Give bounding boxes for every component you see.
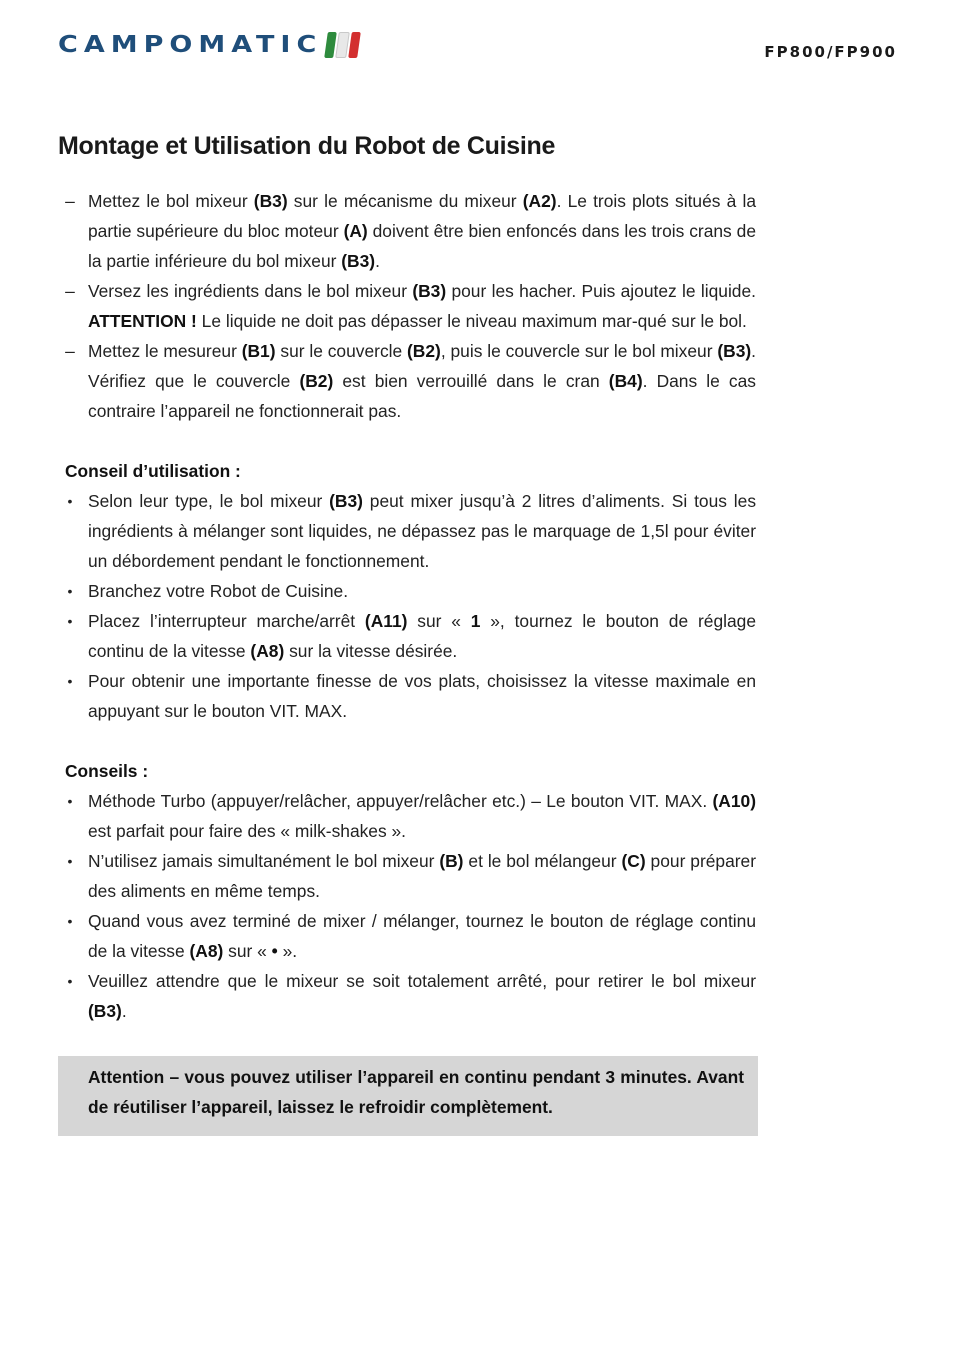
list-item: • Selon leur type, le bol mixeur (B3) peut mixer jusqu’à 2 litres d’aliments. Si tous les ingrédients à mélanger sont liquides, ne dépassez pas le marquage de 1,5l pour éviter un débordement pendant le fonctionnement.	[58, 486, 758, 576]
list-item: • Placez l’interrupteur marche/arrêt (A11) sur « 1 », tournez le bouton de réglage continu de la vitesse (A8) sur la vitesse désirée.	[58, 606, 758, 666]
page-header	[0, 0, 954, 80]
bold-reference: (A)	[343, 221, 368, 241]
list-item: – Versez les ingrédients dans le bol mixeur (B3) pour les hacher. Puis ajoutez le liquide. ATTENTION ! Le liquide ne doit pas dépasser le niveau maximum mar-qué sur le bol.	[58, 276, 758, 336]
bold-reference: (B4)	[608, 371, 643, 391]
list-item: • Quand vous avez terminé de mixer / mélanger, tournez le bouton de réglage continu de la vitesse (A8) sur « • ».	[58, 906, 758, 966]
bold-reference: (B3)	[329, 491, 363, 511]
list-marker: •	[67, 673, 73, 689]
bold-reference: (B)	[439, 851, 464, 871]
list-marker: –	[65, 281, 75, 301]
list-item: • N’utilisez jamais simultanément le bol mixeur (B) et le bol mélangeur (C) pour préparer des aliments en même temps.	[58, 846, 758, 906]
tips-heading: Conseils :	[65, 761, 149, 781]
page-title: Montage et Utilisation du Robot de Cuisine	[58, 132, 556, 160]
bold-reference: (B3)	[717, 341, 752, 361]
list-item: • Pour obtenir une importante finesse de vos plats, choisissez la vitesse maximale en appuyant sur le bouton VIT. MAX.	[58, 666, 758, 726]
list-marker: •	[67, 793, 73, 809]
document-body	[58, 186, 758, 1136]
model-number: FP800/FP900	[764, 43, 897, 61]
list-marker: •	[67, 493, 73, 509]
list-item: – Mettez le mesureur (B1) sur le couvercle (B2), puis le couvercle sur le bol mixeur (B3). Vérifiez que le couvercle (B2) est bien verrouillé dans le cran (B4). Dans le cas contraire l’appareil ne fonctionnerait pas.	[58, 336, 758, 426]
list-marker: •	[67, 973, 73, 989]
list-marker: •	[67, 913, 73, 929]
list-marker: –	[65, 191, 75, 211]
brand-logo	[58, 30, 361, 60]
bold-reference: 1	[470, 611, 481, 631]
usage-tips-heading: Conseil d’utilisation :	[65, 461, 241, 481]
list-marker: •	[67, 613, 73, 629]
usage-tips-list	[58, 486, 758, 726]
italian-flag-icon	[326, 32, 361, 58]
bold-reference: (A10)	[712, 791, 756, 811]
list-item: • Méthode Turbo (appuyer/relâcher, appuyer/relâcher etc.) – Le bouton VIT. MAX. (A10) est parfait pour faire des « milk-shakes ».	[58, 786, 758, 846]
list-item: – Mettez le bol mixeur (B3) sur le mécanisme du mixeur (A2). Le trois plots situés à la partie supérieure du bloc moteur (A) doivent être bien enfoncés dans les trois crans de la partie inférieure du bol mixeur (B3).	[58, 186, 758, 276]
bold-reference: (B2)	[299, 371, 334, 391]
list-item: • Branchez votre Robot de Cuisine.	[58, 576, 758, 606]
bold-reference: (B3)	[253, 191, 288, 211]
bold-reference: (B2)	[407, 341, 441, 361]
bold-reference: (A8)	[250, 641, 285, 661]
list-marker: –	[65, 341, 75, 361]
bold-reference: ATTENTION !	[88, 311, 197, 331]
bold-reference: •	[271, 941, 278, 961]
bold-reference: (C)	[621, 851, 646, 871]
assembly-steps-list	[58, 186, 758, 426]
list-item: • Veuillez attendre que le mixeur se soit totalement arrêté, pour retirer le bol mixeur (B3).	[58, 966, 758, 1026]
list-marker: •	[67, 583, 73, 599]
bold-reference: (B3)	[341, 251, 376, 271]
tips-list	[58, 786, 758, 1026]
warning-notice: Attention – vous pouvez utiliser l’appareil en continu pendant 3 minutes. Avant de réutiliser l’appareil, laissez le refroidir complètement.	[58, 1056, 758, 1136]
brand-name: CAMPOMATIC	[58, 31, 323, 58]
bold-reference: (B3)	[412, 281, 447, 301]
bold-reference: (A8)	[189, 941, 224, 961]
list-marker: •	[67, 853, 73, 869]
bold-reference: (A2)	[522, 191, 557, 211]
bold-reference: (A11)	[364, 611, 408, 631]
bold-reference: (B3)	[88, 1001, 122, 1021]
bold-reference: (B1)	[241, 341, 276, 361]
